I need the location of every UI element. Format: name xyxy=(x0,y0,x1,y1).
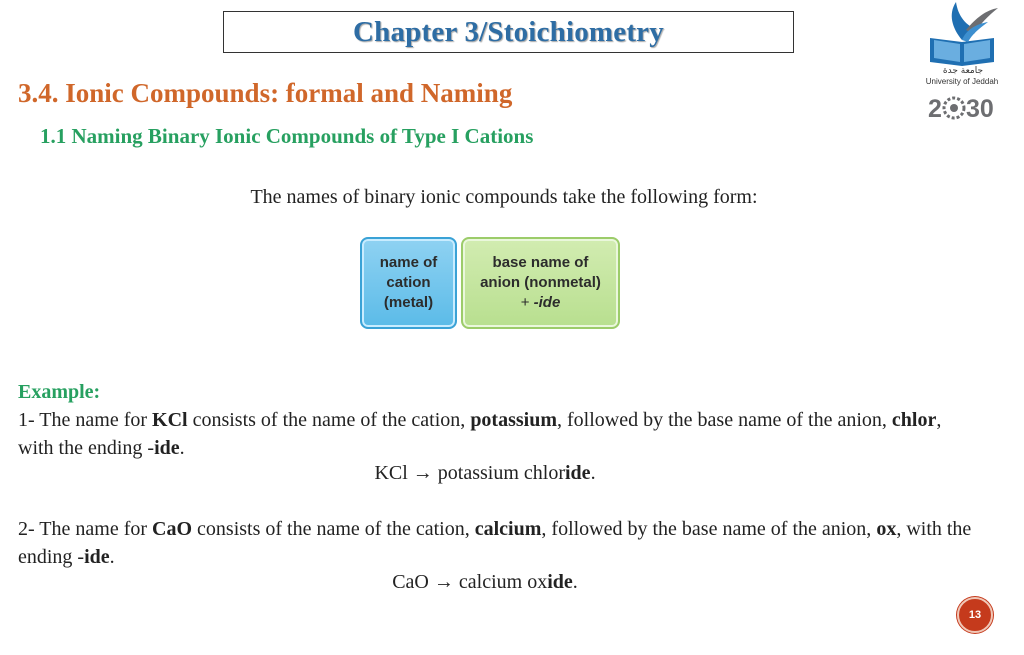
example-1-equation: KCl → potassium chloride. xyxy=(374,462,596,484)
anion-base-name: ox xyxy=(876,518,897,540)
anion-box-line: anion (nonmetal) xyxy=(480,274,601,291)
example-2-text: 2- The name for CaO consists of the name of the cation, calcium, followed by the base name of the anion, ox, with the ending -ide. xyxy=(18,518,972,568)
cation-box-line: cation xyxy=(386,274,431,291)
page-number-badge xyxy=(957,597,993,633)
anion-base-name: chlor xyxy=(891,409,937,431)
cation-name: calcium xyxy=(474,518,542,540)
compound-formula: KCl xyxy=(152,409,188,431)
section-subheading: 1.1 Naming Binary Ionic Compounds of Type I Cations xyxy=(40,124,534,148)
svg-text:2: 2 xyxy=(928,95,942,122)
cation-name-box xyxy=(360,237,457,329)
section-heading: 3.4. Ionic Compounds: formal and Naming xyxy=(18,78,513,108)
university-emblem-icon xyxy=(922,0,1002,66)
anion-box-line: base name of xyxy=(492,254,589,271)
ending-suffix: ide xyxy=(84,546,110,568)
chapter-title-box xyxy=(223,11,794,53)
anion-name-box xyxy=(461,237,620,329)
cation-box-line: name of xyxy=(379,254,438,271)
chapter-title: Chapter 3/Stoichiometry xyxy=(353,15,664,48)
intro-text: The names of binary ionic compounds take the following form: xyxy=(250,186,758,208)
example-1-text: 1- The name for KCl consists of the name of the cation, potassium, followed by the base name of the anion, chlor, with the ending -ide. xyxy=(18,409,942,459)
svg-text:30: 30 xyxy=(966,95,994,122)
example-label: Example: xyxy=(18,381,101,403)
vision-2030-logo-icon xyxy=(926,94,1002,122)
anion-box-plus: + xyxy=(520,294,534,311)
anion-box-ide: -ide xyxy=(533,294,561,311)
page-number: 13 xyxy=(968,609,982,621)
cation-name: potassium xyxy=(470,409,558,431)
ending-suffix: ide xyxy=(154,437,180,459)
anion-box-suffix-line xyxy=(480,293,601,313)
example-2-equation: CaO → calcium oxide. xyxy=(392,571,578,593)
logo-arabic-name: جامعة جدة xyxy=(942,66,984,76)
university-logo xyxy=(922,0,1002,124)
compound-formula: CaO xyxy=(152,518,193,540)
cation-box-line: (metal) xyxy=(383,294,434,311)
logo-english-name: University of Jeddah xyxy=(925,77,999,86)
